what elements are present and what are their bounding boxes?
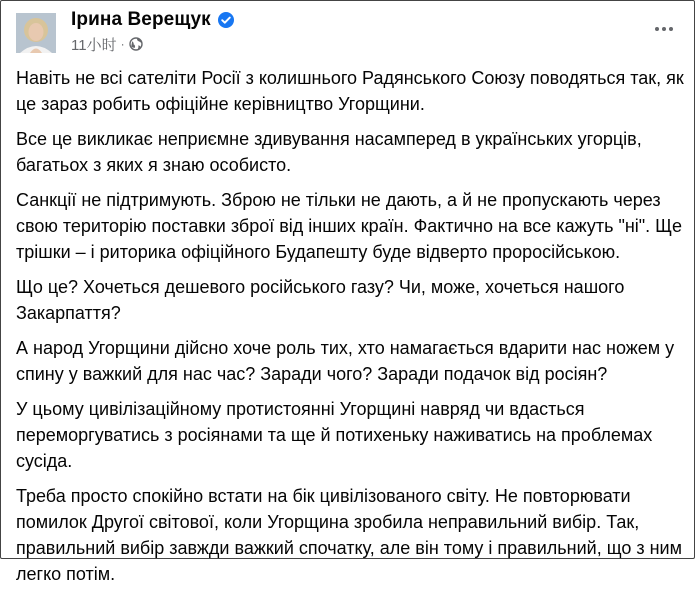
verified-badge-icon <box>217 11 235 29</box>
post-body <box>16 65 686 596</box>
post-paragraph: А народ Угорщини дійсно хоче роль тих, хто намагається вдарити нас ножем у спину у важкий для нас час? Заради чого? Заради подачок від росіян? <box>16 338 675 384</box>
author-name[interactable]: Ірина Верещук <box>71 9 211 30</box>
meta-separator: · <box>120 37 125 51</box>
post-paragraph: Що це? Хочеться дешевого російського газу? Чи, може, хочеться нашого Закарпаття? <box>16 277 625 323</box>
post-paragraph: У цьому цивілізаційному протистоянні Угорщині навряд чи вдасться переморгуватись з росіянами та ще й потихеньку наживатись на проблемах сусіда. <box>16 399 653 471</box>
globe-icon[interactable] <box>129 37 143 51</box>
author-avatar[interactable] <box>16 13 56 53</box>
author-block <box>71 7 235 54</box>
post-timestamp[interactable]: 11小时 <box>71 36 117 54</box>
post-paragraph: Санкції не підтримують. Зброю не тільки не дають, а й не пропускають через свою територію поставки зброї від інших країн. Фактично на все кажуть "ні". Ще трішки – і риторика офіційного Будапешту буде відверто проросійською. <box>16 190 683 262</box>
post-paragraph: Треба просто спокійно встати на бік цивілізованого світу. Не повторювати помилок Другої світової, коли Угорщина зробила неправильний вибір. Так, правильний вибір завжди важкий спочатку, але він тому і правильний, що з ним легко потім. <box>16 486 682 584</box>
post-meta <box>71 34 235 54</box>
more-options-button[interactable] <box>646 11 682 47</box>
author-line <box>71 7 235 33</box>
post-paragraph: Все це викликає неприємне здивування насамперед в українських угорців, багатьох з яких я знаю особисто. <box>16 129 642 175</box>
post-paragraph: Навіть не всі сателіти Росії з колишнього Радянського Союзу поводяться так, як це зараз робить офіційне керівництво Угорщини. <box>16 68 684 114</box>
more-options-icon <box>655 27 673 31</box>
post-header <box>16 5 686 57</box>
